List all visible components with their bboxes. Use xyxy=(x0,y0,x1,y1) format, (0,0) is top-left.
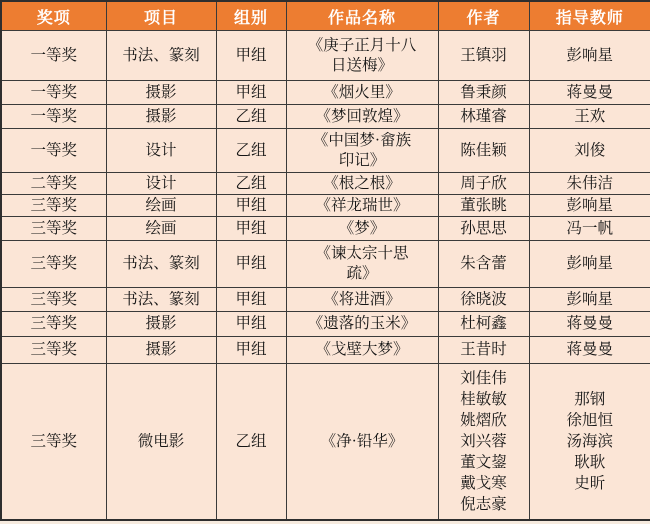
cell-group: 乙组 xyxy=(216,364,286,520)
cell-teacher: 彭响星 xyxy=(529,241,650,288)
cell-group: 甲组 xyxy=(216,195,286,217)
cell-category: 书法、篆刻 xyxy=(106,241,216,288)
cell-title: 《梦回敦煌》 xyxy=(286,105,438,129)
cell-title: 《谏太宗十思 疏》 xyxy=(286,241,438,288)
column-header-teacher: 指导教师 xyxy=(529,1,650,31)
cell-group: 乙组 xyxy=(216,105,286,129)
cell-author: 孙思思 xyxy=(438,217,529,241)
cell-teacher: 彭响星 xyxy=(529,195,650,217)
cell-group: 甲组 xyxy=(216,31,286,81)
cell-group: 甲组 xyxy=(216,81,286,105)
cell-category: 摄影 xyxy=(106,337,216,364)
cell-group: 甲组 xyxy=(216,337,286,364)
cell-category: 摄影 xyxy=(106,105,216,129)
table-row xyxy=(1,105,650,129)
column-header-title: 作品名称 xyxy=(286,1,438,31)
column-header-award: 奖项 xyxy=(1,1,106,31)
cell-title: 《将进酒》 xyxy=(286,288,438,312)
table-body xyxy=(1,31,650,520)
cell-title: 《烟火里》 xyxy=(286,81,438,105)
table-row xyxy=(1,241,650,288)
cell-group: 甲组 xyxy=(216,217,286,241)
cell-author: 朱含蕾 xyxy=(438,241,529,288)
cell-author: 周子欣 xyxy=(438,173,529,195)
cell-teacher: 蒋曼曼 xyxy=(529,81,650,105)
table-row xyxy=(1,173,650,195)
cell-teacher: 王欢 xyxy=(529,105,650,129)
cell-award: 一等奖 xyxy=(1,31,106,81)
cell-author: 林瑾睿 xyxy=(438,105,529,129)
cell-category: 书法、篆刻 xyxy=(106,31,216,81)
cell-category: 书法、篆刻 xyxy=(106,288,216,312)
cell-group: 甲组 xyxy=(216,288,286,312)
cell-title: 《根之根》 xyxy=(286,173,438,195)
table-header xyxy=(1,1,650,31)
table-row xyxy=(1,288,650,312)
cell-category: 摄影 xyxy=(106,81,216,105)
table-row xyxy=(1,312,650,337)
cell-title: 《戈壁大梦》 xyxy=(286,337,438,364)
table-row xyxy=(1,129,650,173)
cell-title: 《梦》 xyxy=(286,217,438,241)
cell-category: 设计 xyxy=(106,129,216,173)
cell-group: 乙组 xyxy=(216,129,286,173)
cell-award: 三等奖 xyxy=(1,312,106,337)
column-header-author: 作者 xyxy=(438,1,529,31)
table-row xyxy=(1,81,650,105)
cell-author: 鲁秉颜 xyxy=(438,81,529,105)
cell-category: 设计 xyxy=(106,173,216,195)
cell-title: 《庚子正月十八 日送梅》 xyxy=(286,31,438,81)
cell-award: 一等奖 xyxy=(1,81,106,105)
cell-title: 《祥龙瑞世》 xyxy=(286,195,438,217)
table-row xyxy=(1,364,650,520)
header-row xyxy=(1,1,650,31)
cell-award: 三等奖 xyxy=(1,241,106,288)
table-row xyxy=(1,217,650,241)
table-row xyxy=(1,337,650,364)
cell-category: 摄影 xyxy=(106,312,216,337)
cell-author: 王镇羽 xyxy=(438,31,529,81)
table-row xyxy=(1,195,650,217)
cell-award: 三等奖 xyxy=(1,217,106,241)
cell-teacher: 那钢 徐旭恒 汤海滨 耿耿 史昕 xyxy=(529,364,650,520)
cell-author: 陈佳颖 xyxy=(438,129,529,173)
column-header-group: 组别 xyxy=(216,1,286,31)
cell-teacher: 刘俊 xyxy=(529,129,650,173)
cell-teacher: 蒋曼曼 xyxy=(529,312,650,337)
cell-author: 董张眺 xyxy=(438,195,529,217)
cell-title: 《净·铅华》 xyxy=(286,364,438,520)
cell-category: 绘画 xyxy=(106,217,216,241)
cell-teacher: 朱伟洁 xyxy=(529,173,650,195)
cell-title: 《中国梦·畲族 印记》 xyxy=(286,129,438,173)
cell-award: 一等奖 xyxy=(1,129,106,173)
cell-teacher: 蒋曼曼 xyxy=(529,337,650,364)
cell-author: 王昔时 xyxy=(438,337,529,364)
cell-author: 杜柯鑫 xyxy=(438,312,529,337)
cell-category: 微电影 xyxy=(106,364,216,520)
cell-group: 甲组 xyxy=(216,312,286,337)
cell-author: 刘佳伟 桂敏敏 姚熠欣 刘兴蓉 董文鋆 戴戈寒 倪志豪 xyxy=(438,364,529,520)
cell-award: 三等奖 xyxy=(1,337,106,364)
cell-award: 一等奖 xyxy=(1,105,106,129)
cell-teacher: 彭响星 xyxy=(529,31,650,81)
column-header-category: 项目 xyxy=(106,1,216,31)
cell-teacher: 冯一帆 xyxy=(529,217,650,241)
cell-author: 徐晓波 xyxy=(438,288,529,312)
table-row xyxy=(1,31,650,81)
cell-award: 三等奖 xyxy=(1,288,106,312)
cell-award: 三等奖 xyxy=(1,364,106,520)
cell-award: 二等奖 xyxy=(1,173,106,195)
cell-title: 《遗落的玉米》 xyxy=(286,312,438,337)
cell-category: 绘画 xyxy=(106,195,216,217)
cell-award: 三等奖 xyxy=(1,195,106,217)
cell-group: 甲组 xyxy=(216,241,286,288)
cell-group: 乙组 xyxy=(216,173,286,195)
cell-teacher: 彭响星 xyxy=(529,288,650,312)
